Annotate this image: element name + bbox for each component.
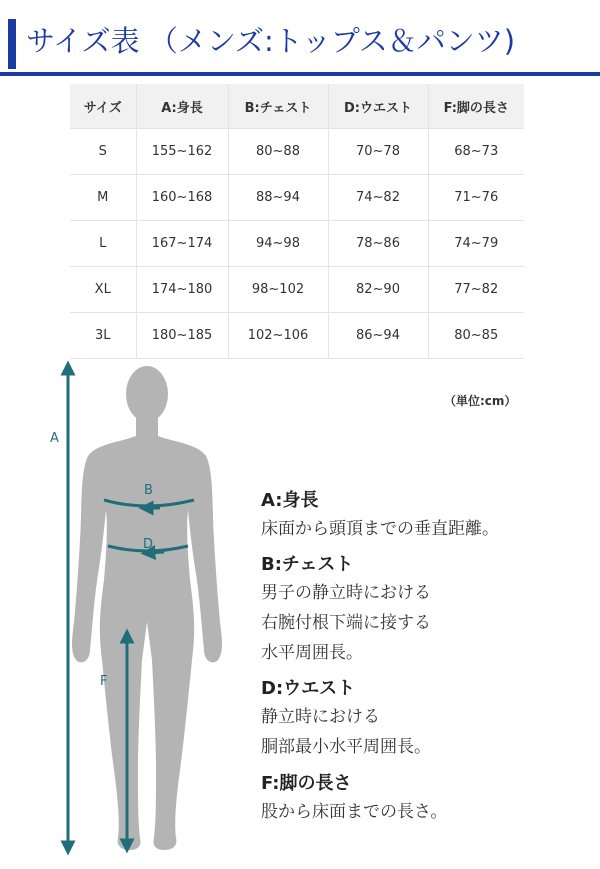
description-leg-length	[261, 771, 447, 827]
description-heading: D:ウエスト	[261, 678, 356, 699]
description-text: 床面から頭頂までの垂直距離。	[261, 519, 499, 539]
description-heading: B:チェスト	[261, 554, 354, 575]
description-heading: F:脚の長さ	[261, 773, 352, 794]
description-text: 静立時における	[261, 707, 380, 727]
cell-height: 174~180	[136, 267, 228, 313]
cell-chest: 88~94	[228, 175, 328, 221]
description-waist	[261, 676, 431, 762]
table-row	[70, 313, 524, 359]
cell-leg-length: 71~76	[428, 175, 524, 221]
page-title: サイズ表 （メンズ:トップス＆パンツ)	[26, 24, 516, 58]
cell-height: 155~162	[136, 129, 228, 175]
human-silhouette	[72, 366, 222, 850]
column-header-leg-length: F:脚の長さ	[428, 84, 524, 129]
cell-chest: 98~102	[228, 267, 328, 313]
table-row	[70, 129, 524, 175]
description-text: 股から床面までの長さ。	[261, 802, 448, 822]
size-table	[70, 84, 524, 359]
cell-height: 180~185	[136, 313, 228, 359]
title-accent-bar	[8, 19, 16, 69]
label-a: A	[50, 431, 59, 446]
table-header-row	[70, 84, 524, 129]
table-row	[70, 221, 524, 267]
cell-waist: 70~78	[328, 129, 428, 175]
cell-chest: 94~98	[228, 221, 328, 267]
cell-waist: 74~82	[328, 175, 428, 221]
description-text: 右腕付根下端に接する	[261, 613, 431, 633]
cell-waist: 78~86	[328, 221, 428, 267]
column-header-height: A:身長	[136, 84, 228, 129]
label-f: F	[100, 674, 108, 689]
column-header-waist: D:ウエスト	[328, 84, 428, 129]
cell-height: 160~168	[136, 175, 228, 221]
cell-size: M	[70, 175, 136, 221]
table-row	[70, 267, 524, 313]
unit-label: （単位:cm）	[444, 394, 517, 408]
cell-leg-length: 68~73	[428, 129, 524, 175]
cell-leg-length: 74~79	[428, 221, 524, 267]
title-underline	[0, 72, 600, 76]
cell-leg-length: 80~85	[428, 313, 524, 359]
description-height	[261, 488, 499, 544]
description-text: 胴部最小水平周囲長。	[261, 737, 431, 757]
cell-chest: 80~88	[228, 129, 328, 175]
cell-leg-length: 77~82	[428, 267, 524, 313]
page-header	[0, 0, 600, 80]
cell-chest: 102~106	[228, 313, 328, 359]
table-row	[70, 175, 524, 221]
column-header-chest: B:チェスト	[228, 84, 328, 129]
label-d: D	[143, 537, 154, 552]
cell-waist: 82~90	[328, 267, 428, 313]
cell-height: 167~174	[136, 221, 228, 267]
body-measurement-figure	[0, 360, 260, 860]
cell-size: L	[70, 221, 136, 267]
description-text: 水平周囲長。	[261, 643, 363, 663]
waist-arrow	[148, 552, 164, 553]
description-chest	[261, 552, 431, 668]
description-text: 男子の静立時における	[261, 583, 431, 603]
cell-size: 3L	[70, 313, 136, 359]
column-header-size: サイズ	[70, 84, 136, 129]
label-b: B	[144, 483, 153, 498]
description-heading: A:身長	[261, 490, 319, 511]
cell-waist: 86~94	[328, 313, 428, 359]
cell-size: XL	[70, 267, 136, 313]
cell-size: S	[70, 129, 136, 175]
